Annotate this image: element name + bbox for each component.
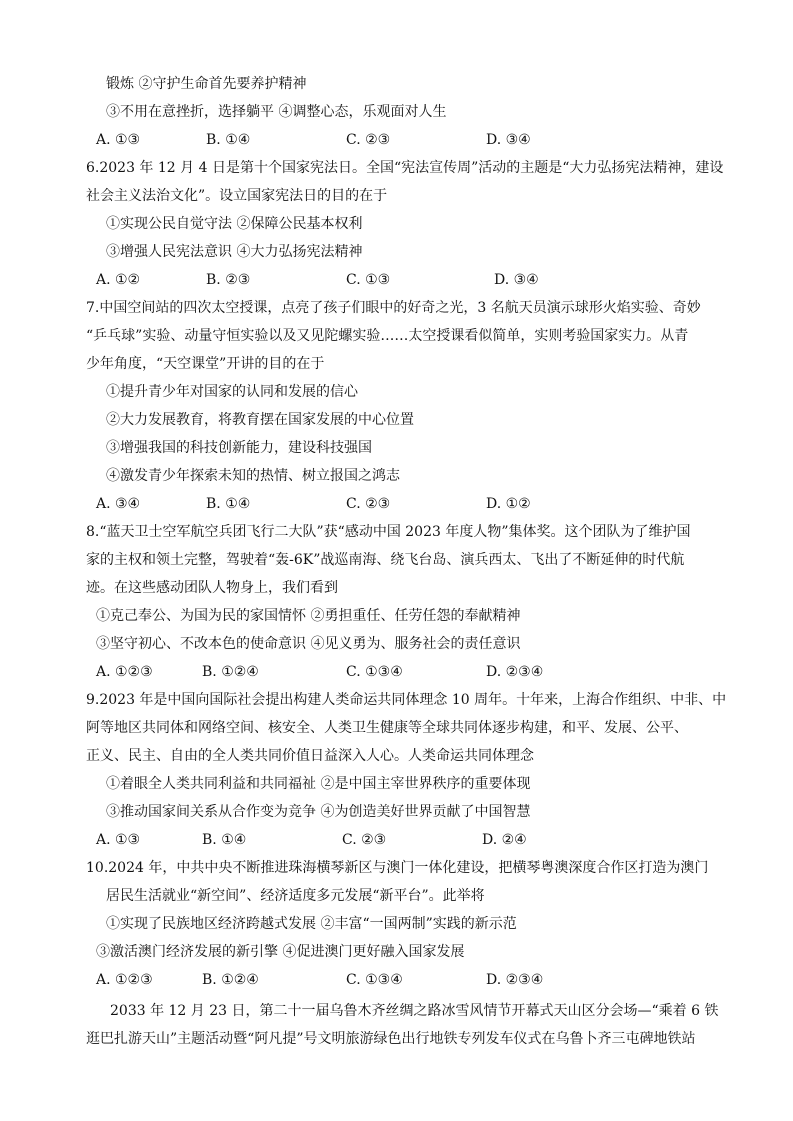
q8-item-line-1: ①克己奉公、为国为民的家国情怀 ②勇担重任、任劳任怨的奉献精神 [96,608,521,624]
q10-item-line-2: ③激活澳门经济发展的新引擎 ④促进澳门更好融入国家发展 [96,944,465,960]
q7-stem-line-3: 少年角度，“天空课堂”开讲的目的在于 [86,356,325,372]
q7-item-4: ④激发青少年探索未知的热情、树立报国之鸿志 [106,468,400,484]
q8-option-d: D. ②③④ [486,664,544,680]
q6-option-b: B. ②③ [206,272,251,288]
q6-item-line-2: ③增强人民宪法意识 ④大力弘扬宪法精神 [106,244,363,260]
q7-item-3: ③增强我国的科技创新能力，建设科技强国 [106,440,372,456]
q8-item-line-2: ③坚守初心、不改本色的使命意识 ④见义勇为、服务社会的责任意识 [96,636,521,652]
q5-option-d: D. ③④ [486,132,531,148]
q7-option-c: C. ②③ [346,496,391,512]
q8-option-c: C. ①③④ [346,664,403,680]
q6-option-a: A. ①② [96,272,141,288]
q9-item-line-2: ③推动国家间关系从合作变为竞争 ④为创造美好世界贡献了中国智慧 [106,804,531,820]
q9-option-c: C. ②③ [342,832,387,848]
q7-stem-line-1: 7.中国空间站的四次太空授课，点亮了孩子们眼中的好奇之光，3 名航天员演示球形火焰实验、奇妙 [86,300,701,316]
q9-stem-line-3: 正义、民主、自由的全人类共同价值日益深入人心。人类命运共同体理念 [86,748,534,764]
q9-item-line-1: ①着眼全人类共同利益和共同福祉 ②是中国主宰世界秩序的重要体现 [106,776,531,792]
passage-line-1: 2033 年 12 月 23 日，第二十一届乌鲁木齐丝绸之路冰雪风情节开幕式天山区分会场—“乘着 6 铁 [110,1003,719,1019]
q7-item-2: ②大力发展教育，将教育摆在国家发展的中心位置 [106,412,414,428]
q10-stem-line-1: 10.2024 年，中共中央不断推进珠海横琴新区与澳门一体化建设，把横琴粤澳深度合作区打造为澳门 [86,860,709,876]
q6-stem-line-1: 6.2023 年 12 月 4 日是第十个国家宪法日。全国“宪法宣传周”活动的主题是“大力弘扬宪法精神，建设 [86,160,724,176]
q8-option-b: B. ①②④ [202,664,259,680]
q6-option-c: C. ①③ [346,272,391,288]
q10-stem-line-2: 居民生活就业“新空间”、经济适度多元发展“新平台”。此举将 [106,888,485,904]
q6-option-d: D. ③④ [494,272,539,288]
q7-option-a: A. ③④ [96,496,141,512]
q5-item-line-1: 锻炼 ②守护生命首先要养护精神 [106,76,307,92]
q10-option-b: B. ①②④ [202,972,259,988]
q7-option-b: B. ①④ [206,496,251,512]
q6-stem-line-2: 社会主义法治文化”。设立国家宪法日的目的在于 [86,188,388,204]
q8-stem-line-1: 8.“蓝天卫士空军航空兵团飞行二大队”获“感动中国 2023 年度人物”集体奖。这个团队为了维护国 [86,524,691,540]
q8-stem-line-2: 家的主权和领土完整，驾驶着“轰-6K”战巡南海、绕飞台岛、演兵西太、飞出了不断延伸的时代航 [86,552,685,568]
q9-option-b: B. ①④ [202,832,247,848]
q9-stem-line-2: 阿等地区共同体和网络空间、核安全、人类卫生健康等全球共同体逐步构建，和平、发展、公平、 [86,720,688,736]
q7-item-1: ①提升青少年对国家的认同和发展的信心 [106,384,358,400]
q10-item-line-1: ①实现了民族地区经济跨越式发展 ②丰富“一国两制”实践的新示范 [106,916,517,932]
q9-option-d: D. ②④ [482,832,527,848]
q9-stem-line-1: 9.2023 年是中国向国际社会提出构建人类命运共同体理念 10 周年。十年来，上海合作组织、中非、中 [86,692,727,708]
q8-option-a: A. ①②③ [96,664,153,680]
passage-line-2: 逛巴扎游天山”主题活动暨“阿凡提”号文明旅游绿色出行地铁专列发车仪式在乌鲁卜齐三屯碑地铁站 [86,1031,696,1047]
q5-option-b: B. ①④ [206,132,251,148]
q8-stem-line-3: 迹。在这些感动团队人物身上，我们看到 [86,580,338,596]
q9-option-a: A. ①③ [96,832,141,848]
q10-option-a: A. ①②③ [96,972,153,988]
q7-option-d: D. ①② [486,496,531,512]
q6-item-line-1: ①实现公民自觉守法 ②保障公民基本权利 [106,216,363,232]
q5-option-a: A. ①③ [96,132,141,148]
q10-option-d: D. ②③④ [486,972,544,988]
q5-item-line-2: ③不用在意挫折，选择躺平 ④调整心态，乐观面对人生 [106,104,447,120]
q5-option-c: C. ②③ [346,132,391,148]
q7-stem-line-2: “乒乓球”实验、动量守恒实验以及又见陀螺实验……太空授课看似简单，实则考验国家实力。从青 [86,328,689,344]
q10-option-c: C. ①③④ [346,972,403,988]
